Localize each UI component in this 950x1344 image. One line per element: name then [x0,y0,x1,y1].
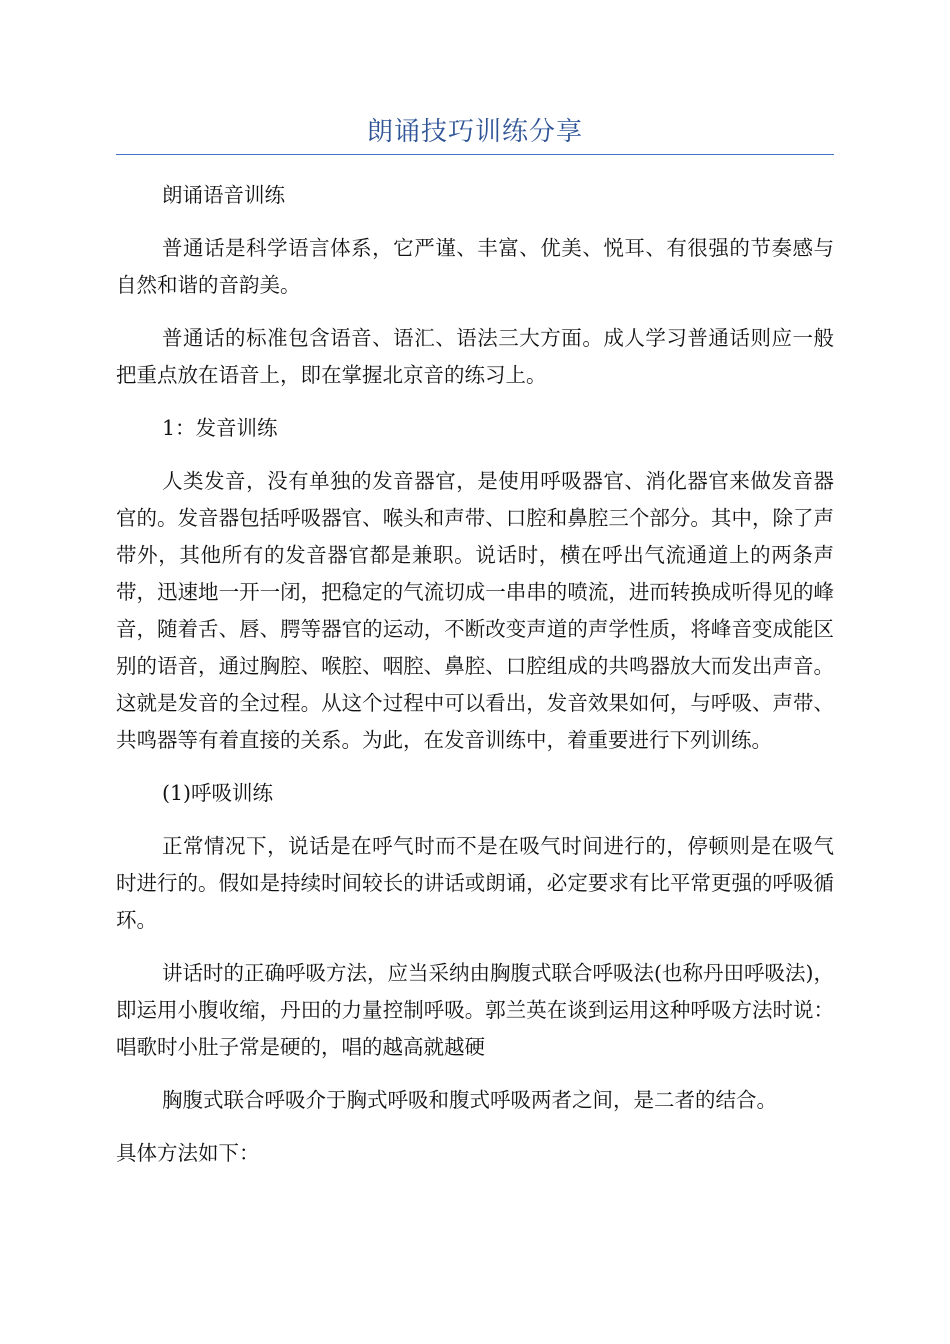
document-title: 朗诵技巧训练分享 [366,117,583,147]
section-heading: 朗诵语音训练 [162,183,285,207]
document-page [116,0,834,1188]
paragraph: 正常情况下，说话是在呼气时而不是在吸气时间进行的，停顿则是在吸气时进行的。假如是持续时间较长的讲话或朗诵，必定要求有比平常更强的呼吸循环。 [116,834,834,932]
paragraph: 人类发音，没有单独的发音器官，是使用呼吸器官、消化器官来做发音器官的。发音器包括呼吸器官、喉头和声带、口腔和鼻腔三个部分。其中，除了声带外，其他所有的发音器官都是兼职。说话时，横在呼出气流通道上的两条声带，迅速地一开一闭，把稳定的气流切成一串串的喷流，进而转换成听得见的峰音，随着舌、唇、腭等器官的运动，不断改变声道的声学性质，将峰音变成能区别的语音，通过胸腔、喉腔、咽腔、鼻腔、口腔组成的共鸣器放大而发出声音。这就是发音的全过程。从这个过程中可以看出，发音效果如何，与呼吸、声带、共鸣器等有着直接的关系。为此，在发音训练中，着重要进行下列训练。 [116,469,834,752]
paragraph: 讲话时的正确呼吸方法，应当采纳由胸腹式联合呼吸法(也称丹田呼吸法)，即运用小腹收缩，丹田的力量控制呼吸。郭兰英在谈到运用这种呼吸方法时说：唱歌时小肚子常是硬的，唱的越高就越硬 [116,961,834,1059]
subsection-heading: (1)呼吸训练 [162,781,274,805]
title-underline [116,154,834,155]
paragraph: 普通话是科学语言体系，它严谨、丰富、优美、悦耳、有很强的节奏感与自然和谐的音韵美。 [116,236,834,297]
subsection-heading: 1：发音训练 [162,416,278,440]
paragraph: 具体方法如下： [116,1141,260,1165]
document-body [116,177,834,1172]
paragraph: 胸腹式联合呼吸介于胸式呼吸和腹式呼吸两者之间，是二者的结合。 [162,1088,777,1112]
paragraph: 普通话的标准包含语音、语汇、语法三大方面。成人学习普通话则应一般把重点放在语音上，即在掌握北京音的练习上。 [116,326,834,387]
